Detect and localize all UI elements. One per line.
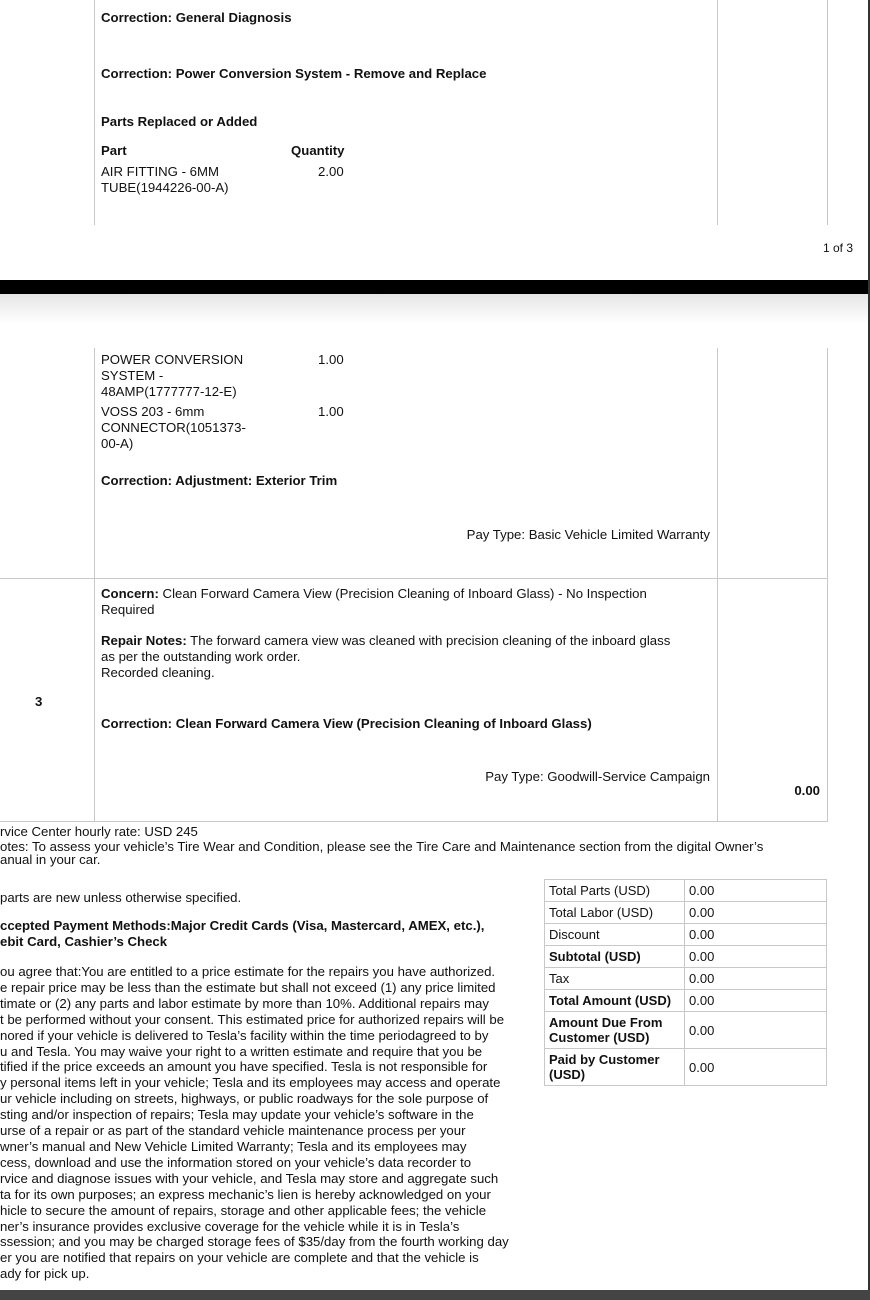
part-air-fitting-line2: TUBE(1944226-00-A) xyxy=(101,180,229,195)
totals-value: 0.00 xyxy=(685,1012,827,1049)
payment-methods xyxy=(0,918,484,950)
part-voss-connector-qty: 1.00 xyxy=(318,404,344,419)
totals-value: 0.00 xyxy=(685,946,827,968)
terms-line: cess, download and use the information stored on your vehicle’s data recorder to xyxy=(0,1154,472,1170)
table-border-mid xyxy=(717,348,718,822)
terms-line: rvice and diagnose issues with your vehicle, and Tesla may store and aggregate such xyxy=(0,1170,499,1186)
totals-label: Total Amount (USD) xyxy=(545,990,685,1012)
terms-line: ner’s insurance provides exclusive coverage for the vehicle while it is in Tesla’s xyxy=(0,1218,460,1234)
payment-line: ccepted Payment Methods:Major Credit Cards (Visa, Mastercard, AMEX, etc.), xyxy=(0,918,485,933)
totals-row xyxy=(545,946,827,968)
totals-label: Total Labor (USD) xyxy=(545,902,685,924)
part-power-conversion xyxy=(101,352,243,400)
page-divider-black xyxy=(0,280,870,294)
terms-line: e repair price may be less than the estimate but shall not exceed (1) any price limited xyxy=(0,979,496,995)
payment-line: ebit Card, Cashier’s Check xyxy=(0,934,168,949)
terms-line: er you are notified that repairs on your vehicle are complete and that the vehicle is xyxy=(0,1250,479,1266)
table-bottom-border xyxy=(0,821,828,822)
repair-line: Recorded cleaning. xyxy=(101,665,215,680)
table-border-right xyxy=(827,0,828,225)
totals-label: Tax xyxy=(545,968,685,990)
part-line: VOSS 203 - 6mm xyxy=(101,404,205,419)
totals-row xyxy=(545,902,827,924)
correction-general-diagnosis: Correction: General Diagnosis xyxy=(101,10,292,25)
totals-value: 0.00 xyxy=(685,924,827,946)
part-line: SYSTEM - xyxy=(101,368,164,383)
terms-line: ou agree that:You are entitled to a price estimate for the repairs you have authorized. xyxy=(0,964,496,979)
notes-line: anual in your car. xyxy=(0,852,101,867)
terms-line: u and Tesla. You may waive your right to a written estimate and require that you be xyxy=(0,1043,483,1059)
totals-row xyxy=(545,968,827,990)
terms-text xyxy=(0,964,540,1282)
part-line: 00-A) xyxy=(101,436,134,451)
table-border-right xyxy=(827,348,828,822)
terms-line: urse of a repair or as part of the standard vehicle maintenance process per your xyxy=(0,1123,466,1139)
totals-row xyxy=(545,880,827,902)
terms-line: tified if the price exceeds an amount you have specified. Tesla is not responsible for xyxy=(0,1059,488,1075)
concern-value: Clean Forward Camera View (Precision Cleaning of Inboard Glass) - No Inspection xyxy=(158,586,647,601)
viewer-bottom-bar xyxy=(0,1290,870,1300)
terms-line: hicle to secure the amount of repairs, storage and other applicable fees; the vehicle xyxy=(0,1202,487,1218)
terms-line: ur vehicle including on streets, highways, or public roadways for the sole purpose of xyxy=(0,1091,489,1107)
terms-line: ady for pick up. xyxy=(0,1266,90,1282)
repair-line xyxy=(101,633,713,649)
table-border-left xyxy=(94,0,95,225)
terms-line: timate or (2) any parts and labor estimate by more than 10%. Additional repairs may xyxy=(0,995,489,1011)
repair-label: Repair Notes: xyxy=(101,633,187,648)
totals-row xyxy=(545,990,827,1012)
item-number: 3 xyxy=(35,694,43,709)
part-air-fitting-qty: 2.00 xyxy=(318,164,344,179)
correction-exterior-trim: Correction: Adjustment: Exterior Trim xyxy=(101,473,338,488)
totals-label: Subtotal (USD) xyxy=(545,946,685,968)
concern-text xyxy=(101,586,713,618)
terms-line: t be performed without your consent. This estimated price for authorized repairs will be xyxy=(0,1011,505,1027)
part-line: CONNECTOR(1051373- xyxy=(101,420,246,435)
totals-row xyxy=(545,1012,827,1049)
correction-camera-cleaning: Correction: Clean Forward Camera View (Precision Cleaning of Inboard Glass) xyxy=(101,716,592,731)
totals-row xyxy=(545,1049,827,1086)
concern-label: Concern: xyxy=(101,586,159,601)
table-border-left xyxy=(94,348,95,822)
hourly-rate: rvice Center hourly rate: USD 245 xyxy=(0,824,198,839)
totals-value: 0.00 xyxy=(685,902,827,924)
part-line: 48AMP(1777777-12-E) xyxy=(101,384,237,399)
item-amount: 0.00 xyxy=(794,783,820,798)
totals-value: 0.00 xyxy=(685,990,827,1012)
pay-type-warranty: Pay Type: Basic Vehicle Limited Warranty xyxy=(466,527,710,542)
totals-table xyxy=(544,879,827,1086)
terms-line: wner’s manual and New Vehicle Limited Warranty; Tesla and its employees may xyxy=(0,1138,467,1154)
totals-label: Amount Due From Customer (USD) xyxy=(545,1012,685,1049)
concern-line xyxy=(101,586,713,602)
page-number: 1 of 3 xyxy=(823,241,854,255)
tire-notes xyxy=(0,840,860,866)
correction-power-conversion: Correction: Power Conversion System - Remove and Replace xyxy=(101,66,487,81)
totals-label: Discount xyxy=(545,924,685,946)
totals-value: 0.00 xyxy=(685,880,827,902)
page-divider-shadow xyxy=(0,294,870,324)
totals-value: 0.00 xyxy=(685,968,827,990)
totals-row xyxy=(545,924,827,946)
terms-line: ssession; and you may be charged storage fees of $35/day from the fourth working day xyxy=(0,1234,509,1250)
parts-replaced-heading: Parts Replaced or Added xyxy=(101,114,258,129)
concern-line: Required xyxy=(101,602,155,617)
repair-notes xyxy=(101,633,713,681)
part-line: POWER CONVERSION xyxy=(101,352,244,367)
terms-line: nored if your vehicle is delivered to Tesla’s facility within the time periodagreed to by xyxy=(0,1027,489,1043)
notes-line: otes: To assess your vehicle’s Tire Wear and Condition, please see the Tire Care and Maintenance section from the digital Owner’s xyxy=(0,839,764,854)
totals-value: 0.00 xyxy=(685,1049,827,1086)
pay-type-goodwill: Pay Type: Goodwill-Service Campaign xyxy=(485,769,710,784)
parts-col-qty-header: Quantity xyxy=(291,143,345,158)
totals-label: Paid by Customer (USD) xyxy=(545,1049,685,1086)
repair-value: The forward camera view was cleaned with precision cleaning of the inboard glass xyxy=(186,633,671,648)
totals-label: Total Parts (USD) xyxy=(545,880,685,902)
terms-line: sting and/or inspection of repairs; Tesla may update your vehicle’s software in the xyxy=(0,1107,474,1123)
row-separator xyxy=(0,578,828,579)
parts-col-part-header: Part xyxy=(101,143,127,158)
part-voss-connector xyxy=(101,404,246,452)
table-border-mid xyxy=(717,0,718,225)
terms-line: y personal items left in your vehicle; Tesla and its employees may access and operate xyxy=(0,1075,501,1091)
terms-line: ta for its own purposes; an express mechanic’s lien is hereby acknowledged on your xyxy=(0,1186,491,1202)
repair-line: as per the outstanding work order. xyxy=(101,649,301,664)
part-power-conversion-qty: 1.00 xyxy=(318,352,344,367)
part-air-fitting-line1: AIR FITTING - 6MM xyxy=(101,164,219,179)
parts-new-note: parts are new unless otherwise specified. xyxy=(0,890,242,905)
